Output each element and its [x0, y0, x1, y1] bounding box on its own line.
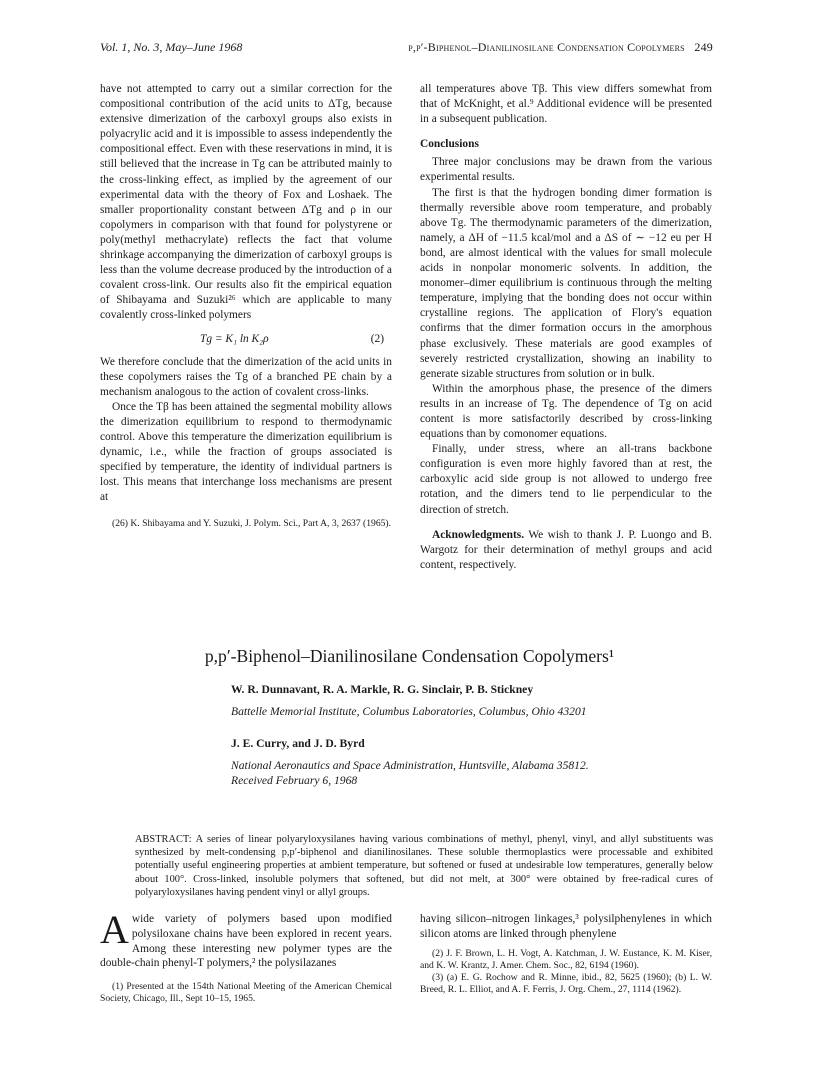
intro-text: wide variety of polymers based upon modified polysiloxane chains have been explored in recent years. Among these interesting new polymer types are the double-chain phenyl-T polymers,² the polysilazanes — [100, 913, 392, 970]
paragraph: Three major conclusions may be drawn from the various experimental results. — [420, 156, 712, 184]
running-header-journal: Vol. 1, No. 3, May–June 1968 — [100, 40, 243, 54]
acknowledgments — [420, 528, 712, 573]
page-number: 249 — [694, 40, 713, 54]
authors-group-2: J. E. Curry, and J. D. Byrd — [231, 737, 365, 750]
affiliation-2: National Aeronautics and Space Administration, Huntsville, Alabama 35812. — [231, 759, 589, 772]
paragraph: all temperatures above Tβ. This view differs somewhat from that of McKnight, et al.⁹ Additional evidence will be presented in a subsequent publication. — [420, 83, 712, 126]
abstract-label: ABSTRACT: — [135, 834, 192, 845]
paragraph: Once the Tβ has been attained the segmental mobility allows the dimerization equilibrium to respond to thermodynamic control. Above this temperature the dimerization equilibrium is dynamic, i.e., while the fraction of groups associated is specified by temperature, the identity of individual partners is lost. This means that interchange loss mechanisms are present at — [100, 400, 392, 504]
equation-number: (2) — [370, 332, 384, 345]
intro-left-column — [100, 907, 392, 1005]
equation-2 — [100, 332, 392, 347]
abstract-text: A series of linear polyaryloxysilanes having various combinations of methyl, phenyl, vinyl, and allyl substituents was synthesized by melt-condensing p,p′-biphenol and dianilinosilanes. These soluble thermoplastics were processable and exhibited potentially useful engineering properties at ambient temperature, but softened or fused at undesirable low temperatures, generally below about 100°. Cross-linked, insoluble polymers that softened, but did not melt, at 300° were obtained by free-radical cures of polyaryloxysilanes having pendent vinyl or allyl groups. — [135, 834, 714, 898]
footnote-2: (2) J. F. Brown, L. H. Vogt, A. Katchman, J. W. Eustance, K. M. Kiser, and K. W. Krantz, J. Amer. Chem. Soc., 82, 6194 (1960). — [420, 947, 712, 971]
article-title: p,p′-Biphenol–Dianilinosilane Condensation Copolymers¹ — [204, 646, 615, 666]
intro-paragraph — [100, 907, 392, 971]
paragraph: have not attempted to carry out a similar correction for the compositional contribution of the acid units to ΔTg, because extensive dimerization of the carboxyl groups also exists in polyacrylic acid and it is impossible to assess independently the compositional effect. Even with these reservations in mind, it is still believed that the increase in Tg can be attributed mainly to the cross-linking effect, as implied by the agreement of our experimental data with the theory of Fox and Loshaek. The smaller proportionality constant between ΔTg and ρ in our copolymers in comparison with that found for polystyrene or poly(methyl methacrylate) reflects the fact that volume shrinkage accompanying the dimerization of carboxyl groups is less than the volume decrease produced by the introduction of a covalent cross-link. Our results also fit the empirical equation of Shibayama and Suzuki²⁶ which are applicable to many covalently cross-linked polymers — [100, 83, 392, 322]
section-heading-conclusions: Conclusions — [420, 138, 479, 151]
footnote-26: (26) K. Shibayama and Y. Suzuki, J. Polym. Sci., Part A, 3, 2637 (1965). — [112, 517, 392, 529]
intro-right-column — [420, 912, 712, 996]
drop-cap: A — [100, 907, 129, 952]
intro-text-continued: having silicon–nitrogen linkages,³ polysilphenylenes in which silicon atoms are linked through phenylene — [420, 913, 712, 940]
abstract — [135, 833, 713, 899]
equation-text: Tg = K₁ ln K₂ρ — [200, 332, 269, 345]
acknowledgments-text: We wish to thank J. P. Luongo and B. Wargotz for their determination of methyl groups and acid content, respectively. — [420, 528, 712, 571]
footnote-3: (3) (a) E. G. Rochow and R. Minne, ibid., 82, 5625 (1960); (b) L. W. Breed, R. L. Elliot, and A. F. Ferris, J. Org. Chem., 27, 1114 (1962). — [420, 971, 712, 995]
authors-group-1: W. R. Dunnavant, R. A. Markle, R. G. Sinclair, P. B. Stickney — [231, 683, 534, 696]
paragraph: Within the amorphous phase, the presence of the dimers results in an increase of Tg. The dependence of Tg on acid content is more satisfactorily described by cross-linking equations than by comonomer equations. — [420, 382, 712, 441]
footnote-1: (1) Presented at the 154th National Meeting of the American Chemical Society, Chicago, Ill., Sept 10–15, 1965. — [100, 981, 392, 1005]
paragraph: The first is that the hydrogen bonding dimer formation is thermally reversible above room temperature, and probably above Tg. The thermodynamic parameters of the dimerization, namely, a ΔH of −11.5 kcal/mol and a ΔS of ∼ −12 eu per H bond, are almost identical with the values for small molecule acids in nonpolar monomeric solvents. In addition, the monomer–dimer equilibrium is continuous through the melting temperature, implying that the bonding does not occur within crystalline regions. The application of Flory's equation confirms that the dimer formation occurs in the amorphous phase exclusively. These materials are good examples of severely restricted crystallization, showing an inability to generate sizable structures from solution or in bulk. — [420, 186, 712, 380]
received-date: Received February 6, 1968 — [231, 774, 358, 787]
paragraph: Finally, under stress, where an all-trans backbone configuration is even more highly favored than at rest, the carboxylic acid side group is not allowed to undergo free rotation, and the dimers tend to lie perpendicular to the direction of stretch. — [420, 443, 712, 516]
running-header-title-text: p,p′-Biphenol–Dianilinosilane Condensation Copolymers — [408, 40, 685, 54]
left-column — [100, 82, 392, 530]
acknowledgments-label: Acknowledgments. — [432, 528, 525, 541]
affiliation-1: Battelle Memorial Institute, Columbus Laboratories, Columbus, Ohio 43201 — [231, 705, 587, 718]
paragraph: We therefore conclude that the dimerization of the acid units in these copolymers raises the Tg of a branched PE chain by a mechanism analogous to the action of covalent cross-links. — [100, 355, 392, 398]
running-header-title — [343, 40, 713, 55]
right-column — [420, 82, 712, 573]
